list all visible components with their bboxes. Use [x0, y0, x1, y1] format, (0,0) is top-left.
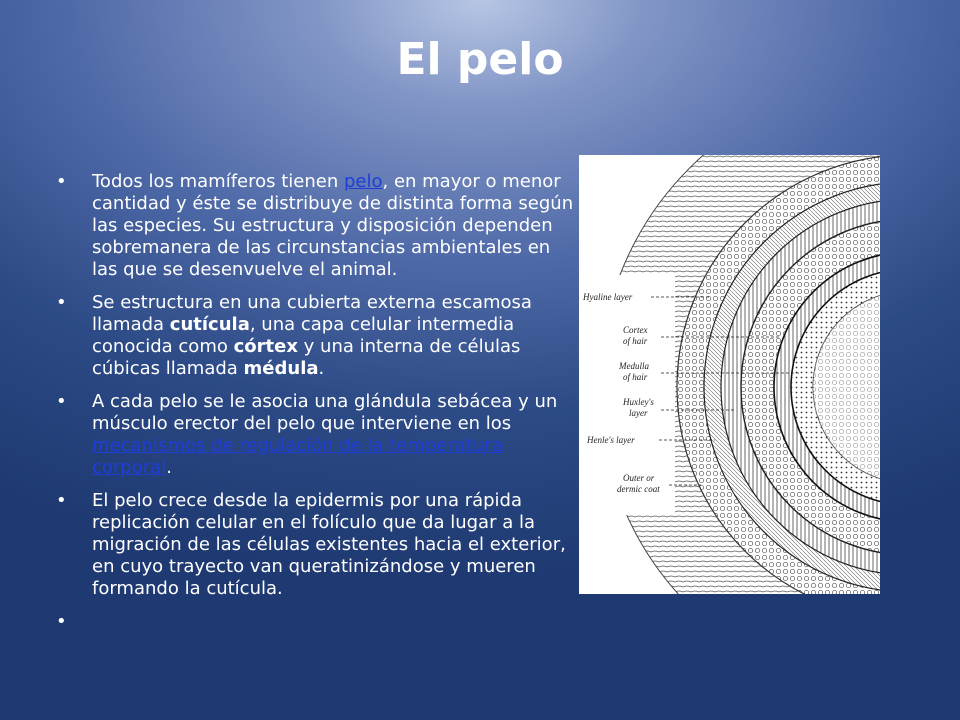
label-outer-line2: dermic coat — [617, 484, 660, 494]
bullet-text: Se estructura en una cubierta externa escamosa llamada — [92, 292, 532, 335]
term-cuticula: cutícula — [169, 314, 250, 335]
term-medula: médula — [243, 358, 319, 379]
bullet-list — [56, 171, 576, 611]
slide-title: El pelo — [396, 34, 564, 85]
bullet-item-glandula — [56, 391, 576, 479]
term-cortex: córtex — [233, 336, 298, 357]
hair-cross-section-drawing — [579, 155, 880, 594]
link-regulacion-temperatura[interactable]: mecanismos de regulación de la temperatura corporal — [92, 435, 503, 478]
bullet-text: Todos los mamíferos tienen — [92, 171, 344, 192]
link-pelo[interactable]: pelo — [343, 171, 383, 192]
label-henle-layer: Henle's layer — [587, 435, 635, 445]
label-outer-line1: Outer or — [623, 473, 655, 483]
bullet-text: y una interna de células cúbicas llamada — [92, 336, 521, 379]
label-cortex-line1: Cortex — [623, 325, 648, 335]
label-huxley-line1: Huxley's — [623, 397, 654, 407]
bullet-text: . — [318, 358, 325, 379]
label-medulla-line2: of hair — [623, 372, 648, 382]
bullet-text: , en mayor o menor cantidad y éste se distribuye de distinta forma según las especies. Su estructura y disposición dependen sobremanera de las circunstancias ambientales en las que se desenvuelve el animal. — [92, 171, 574, 280]
bullet-item-estructura — [56, 292, 576, 380]
bullet-text: . — [166, 457, 172, 478]
label-huxley-line2: layer — [629, 408, 648, 418]
label-medulla-line1: Medulla — [619, 361, 649, 371]
bullet-item-mamiferos — [56, 171, 576, 281]
bullet-item-crecimiento — [56, 490, 576, 600]
hair-cross-section-figure — [579, 155, 880, 594]
bullet-text: A cada pelo se le asocia una glándula sebácea y un músculo erector del pelo que interviene en los — [92, 391, 558, 434]
bullet-text: , una capa celular intermedia conocida como — [92, 314, 515, 357]
bullet-text: El pelo crece desde la epidermis por una rápida replicación celular en el folículo que da lugar a la migración de las células existentes hacia el exterior, en cuyo trayecto van queratinizándose y mueren formando la cutícula. — [92, 490, 566, 599]
label-cortex-line2: of hair — [623, 336, 648, 346]
label-hyaline-layer: Hyaline layer — [583, 292, 633, 302]
